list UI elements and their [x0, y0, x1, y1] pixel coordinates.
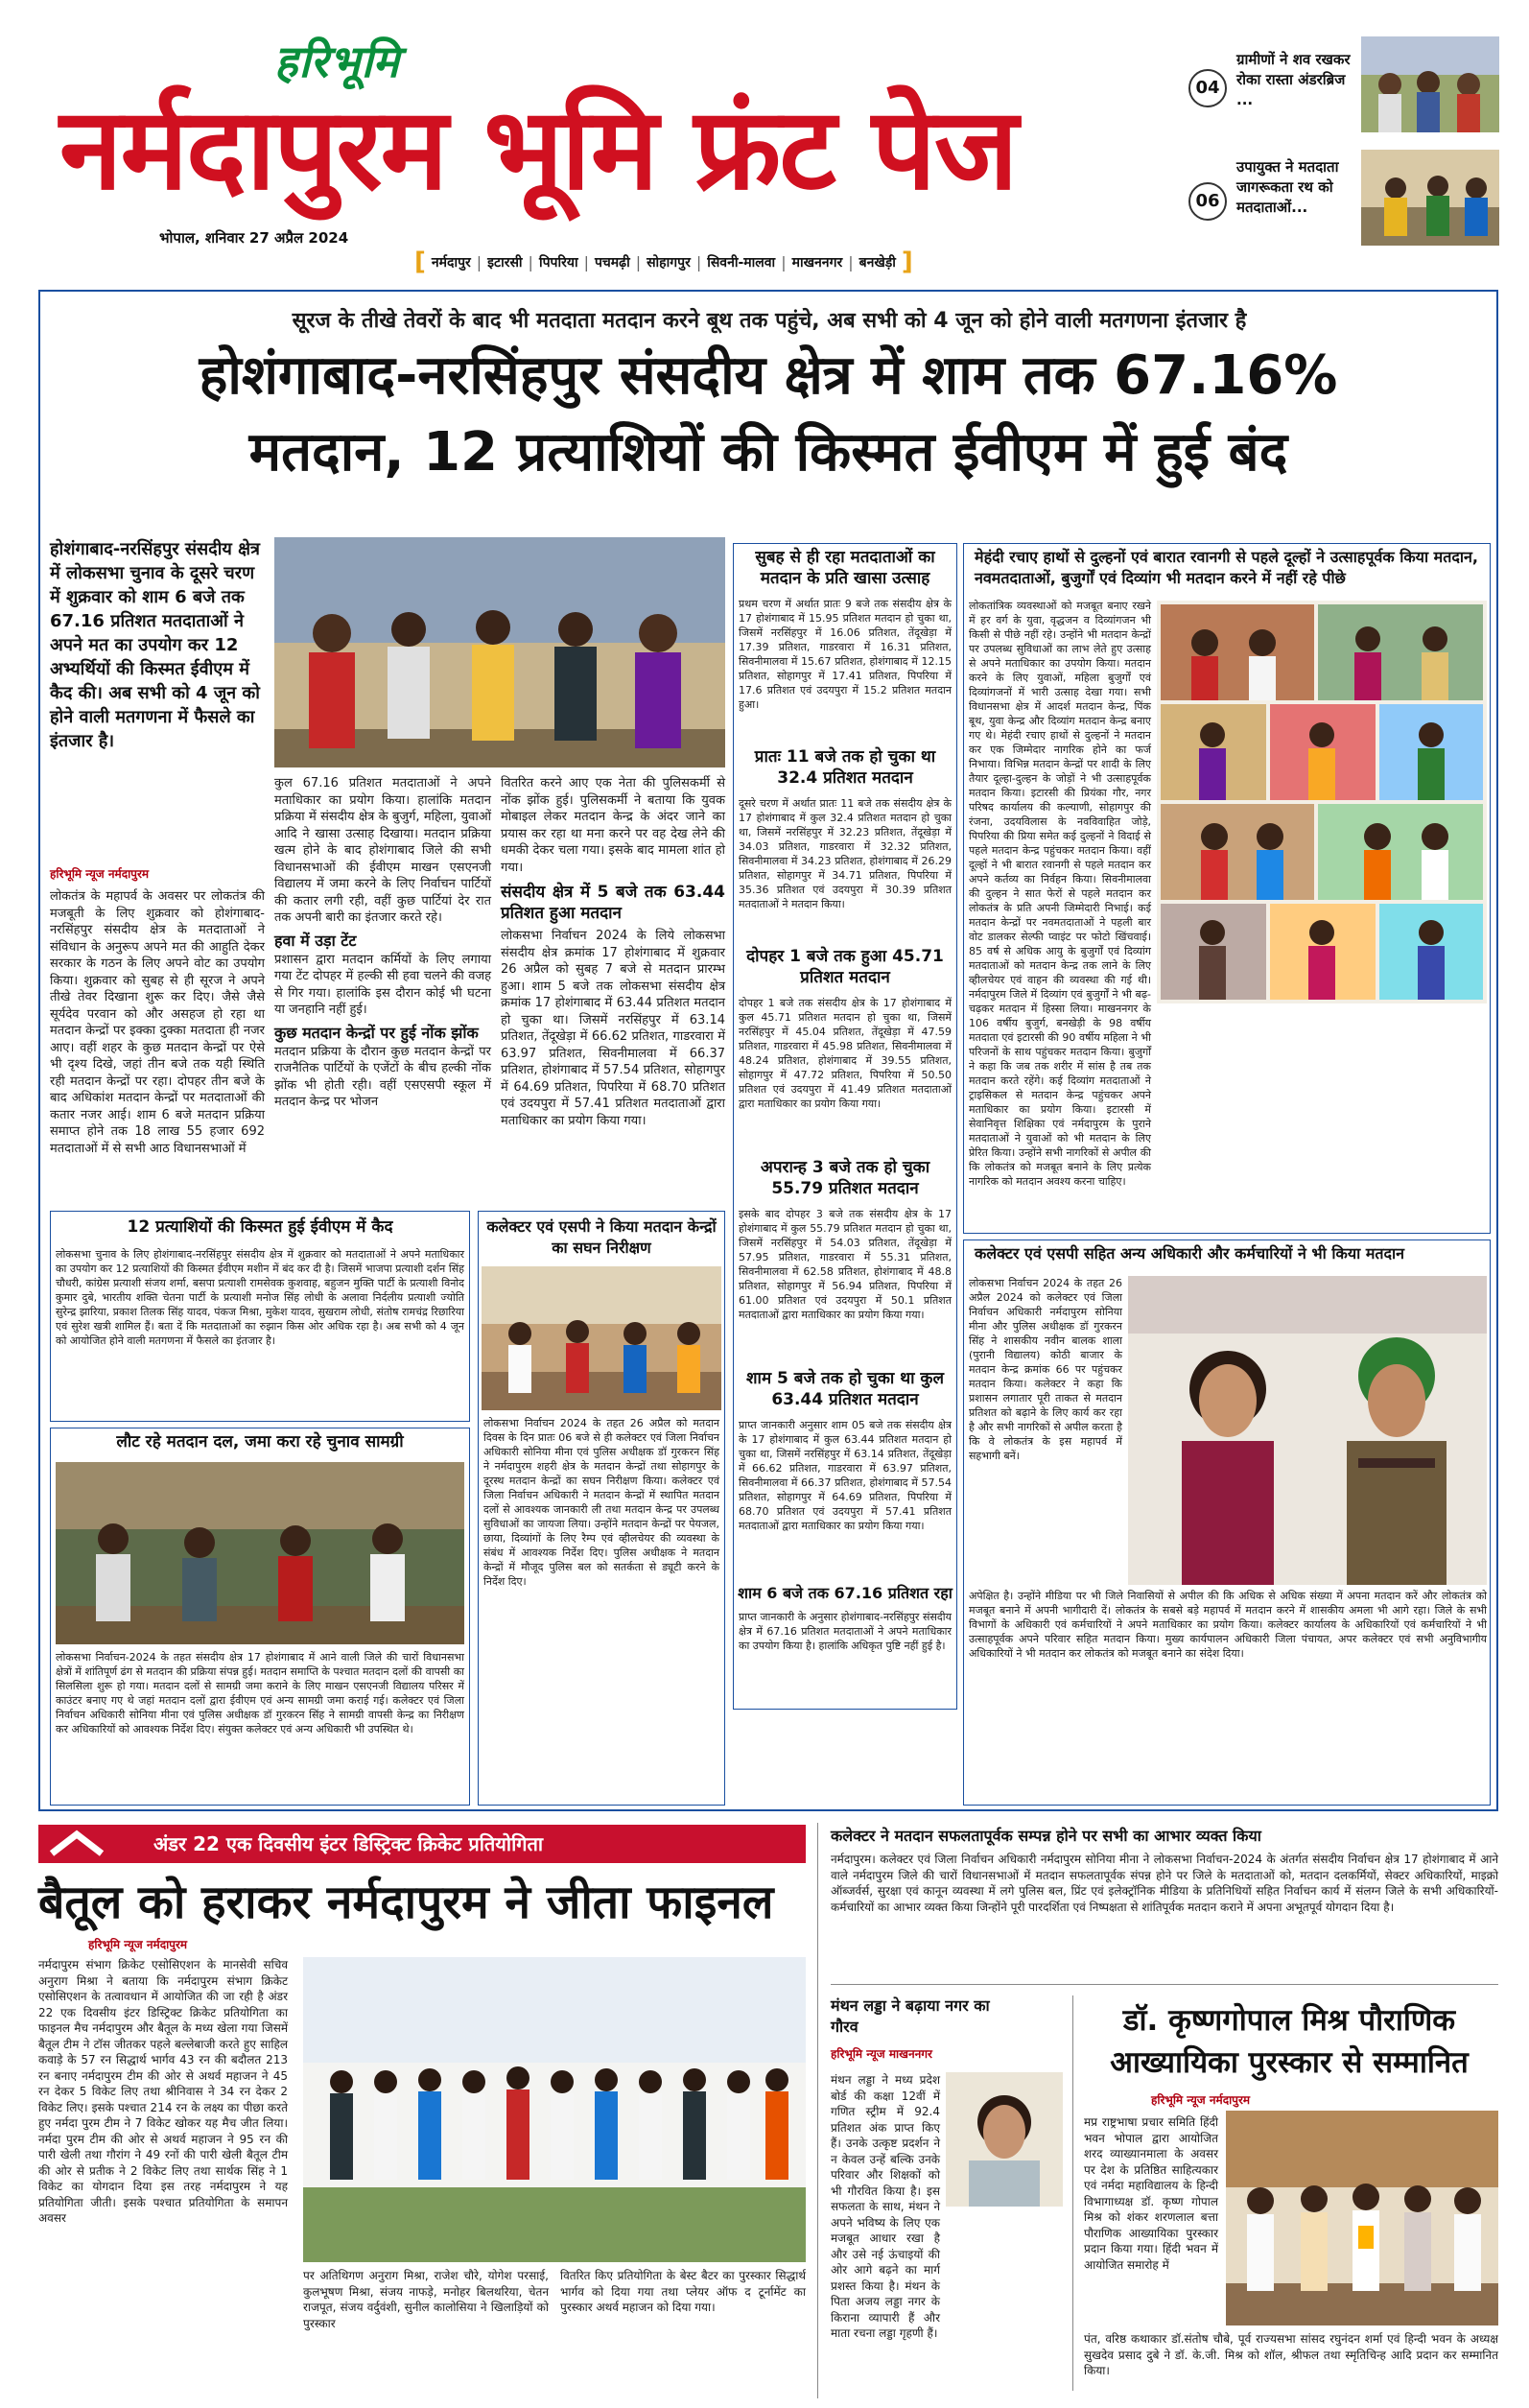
return-head: लौट रहे मतदान दल, जमा करा रहे चुनाव सामग्री	[52, 1431, 468, 1458]
page-title: नर्मदापुरम भूमि फ्रंट पेज	[59, 83, 1017, 215]
return-photo	[56, 1462, 464, 1644]
headline-line-2: मतदान, 12 प्रत्याशियों की किस्मत ईवीएम में हुई बंद	[248, 421, 1288, 484]
masthead	[0, 0, 1529, 278]
award-head	[1078, 1999, 1500, 2084]
timeline-head: अपरान्ह 3 बजे तक हो चुका 55.79 प्रतिशत मतदान	[735, 1157, 955, 1203]
lead-col-2-text: कुल 67.16 प्रतिशत मतदाताओं ने अपने मताधिकार का प्रयोग किया। हालांकि मतदान प्रक्रिया में संसदीय क्षेत्र के बुजुर्ग, महिला, युवाओं आदि ने खासा उत्साह दिखाया। मतदान प्रक्रिया खत्म होने के बाद होशंगाबाद जिले की सभी विधानसभाओं की ईवीएम माखन एसएनजी विद्यालय में जमा करने के लिए निर्वाचन पार्टियों की कतार लगी रही, वहीं कुछ पार्टियां देर रात तक अपनी बारी का इंतजार करते रहे।	[274, 776, 491, 925]
award-head-line-2: आख्यायिका पुरस्कार से सम्मानित	[1110, 2045, 1469, 2080]
bride-head: मेहंदी रचाए हाथों से दुल्हनों एवं बारात रवानगी से पहले दूल्हों ने उत्साहपूर्वक किया मतदान, नवमतदाताओं, बुजुर्गों एवं दिव्यांग भी मतदान करने में नहीं रहे पीछे	[967, 547, 1487, 593]
cricket-col-3: वितरित किए प्रतियोगिता के बेस्ट बैटर का पुरस्कार सिद्धार्थ भार्गव को दिया गया तथा प्लेयर ऑफ द टूर्नामेंट का पुरस्कार अथर्व महाजन को दिया गया।	[560, 2269, 806, 2314]
lead-col-1: लोकतंत्र के महापर्व के अवसर पर लोकतंत्र की मजबूती के लिए शुक्रवार को होशंगाबाद-नरसिंहपुर संसदीय क्षेत्र के मतदाताओं ने संविधान के अनुरूप अपने मत की आहुति देकर सरकार के गठन के लिए अपने वोट का उपयोग किया। शुक्रवार को सुबह से ही सूरज ने अपने तीखे तेवर दिखाना शुरू कर दिए। जैसे जैसे सूर्यदेव परवान को और असहज हो रहा था मतदान केन्द्रों पर इक्का दुक्का मतदाता ही नजर आए। वहीं शहर के कुछ मतदान केन्द्रों पर ऐसे भी दृश्य दिखे, जहां तीन बजे तक यही स्थिति रही मतदान केन्द्रों पर रहा। दोपहर तीन बजे के बाद अधिकांश मतदान केन्द्रों पर मतदाताओं की कतार नजर आई। शाम 6 बजे मतदान प्रक्रिया समाप्त होने तक 18 लाख 55 हजार 692 मतदाताओं में से सभी आठ विधानसभाओं में	[50, 889, 265, 1156]
lead-kicker: सूरज के तीखे तेवरों के बाद भी मतदाता मतदान करने बूथ तक पहुंचे, अब सभी को 4 जून को होने वाली मतगणना इंतजार है	[292, 309, 1247, 333]
lallu-photo	[946, 2072, 1063, 2207]
collector-head: कलेक्टर एवं एसपी सहित अन्य अधिकारी और कर्मचारियों ने भी किया मतदान	[967, 1243, 1487, 1270]
ear-number: 06	[1188, 182, 1227, 221]
cricket-photo	[303, 1957, 806, 2262]
town-link[interactable]: सिवनी-मालवा	[707, 254, 776, 271]
ear-item[interactable]	[1183, 150, 1499, 255]
lallu-text: मंथन लड्डा ने मध्य प्रदेश बोर्ड की कक्षा 12वीं में गणित स्ट्रीम में 92.4 प्रतिशत अंक प्राप्त किए हैं। उनके उत्कृष्ट प्रदर्शन ने न केवल उन्हें बल्कि उनके परिवार और शिक्षकों को भी गौरवित किया है। इस सफलता के साथ, मंथन ने अपने भविष्य के लिए एक मजबूत आधार रखा है और उसे नई ऊंचाइयों की ओर आगे बढ़ने का मार्ग प्रशस्त किया है। मंथन के पिता अजय लड्डा नगर के किराना व्यापारी हैं और माता रचना लड्डा गृहणी हैं।	[831, 2073, 940, 2340]
collector-photo	[1128, 1276, 1487, 1585]
cricket-kicker: अंडर 22 एक दिवसीय इंटर डिस्ट्रिक्ट क्रिकेट प्रतियोगिता	[153, 1832, 544, 1855]
bride-photo	[1157, 601, 1487, 1003]
thanks-text: नर्मदापुरम। कलेक्टर एवं जिला निर्वाचन अधिकारी नर्मदापुरम सोनिया मीना ने लोकसभा निर्वाचन-2024 के अंतर्गत संसदीय निर्वाचन क्षेत्र 17 होशंगाबाद में आने वाले नर्मदापुरम जिले की चारों विधानसभाओं में मतदान सफलतापूर्वक संपन्न होने पर जिले के मतदाताओं को, मतदान दलकर्मियों, सेक्टर अधिकारियों, माइक्रो ऑब्जर्वर्स, सुरक्षा एवं कानून व्यवस्था में लगे पुलिस बल, प्रिंट एवं इलेक्ट्रॉनिक मीडिया के प्रतिनिधियों सहित निर्वाचन कार्य में संलग्न जिले के सभी अधिकारियों-कर्मचारियों का आभार व्यक्त किया जिन्होंने पूरी पारदर्शिता एवं निष्पक्षता से शांतिपूर्वक मतदान कराने में अपना अभूतपूर्व योगदान दिया है।	[831, 1853, 1498, 1914]
ear-panel	[1183, 27, 1499, 257]
lead-headline	[46, 338, 1491, 491]
timeline-head: दोपहर 1 बजे तक हुआ 45.71 प्रतिशत मतदान	[735, 946, 955, 992]
ear-photo	[1361, 150, 1499, 246]
town-link[interactable]: पचमढ़ी	[594, 254, 630, 271]
inspect-text: लोकसभा निर्वाचन 2024 के तहत 26 अप्रैल को मतदान दिवस के दिन प्रातः 06 बजे से ही कलेक्टर एवं जिला निर्वाचन अधिकारी सोनिया मीना एवं पुलिस अधीक्षक डॉ गुरकरन सिंह ने नर्मदापुरम शहरी क्षेत्र के मतदान केन्द्रों तथा सोहागपुर के दूरस्थ मतदान केन्द्रों का सघन निरीक्षण किया। कलेक्टर एवं जिला निर्वाचन अधिकारी ने मतदान केन्द्रों में स्थापित मतदान दलों से आवश्यक जानकारी ली तथा मतदान केन्द्र पर उपलब्ध सुविधाओं का जायजा लिया। उन्होंने मतदान केन्द्रों पर पेयजल, छाया, दिव्यांगों के लिए रैम्प एवं व्हीलचेयर की व्यवस्था के संबंध में आवश्यक निर्देश दिए। पुलिस अधीक्षक ने मतदान केन्द्रों में मौजूद पुलिस बल को सतर्कता से ड्यूटी करने के निर्देश दिए।	[483, 1417, 719, 1588]
5pm-text: लोकसभा निर्वाचन 2024 के लिये लोकसभा संसदीय क्षेत्र क्रमांक 17 होशंगाबाद में शुक्रवार 26 अप्रैल को सुबह 7 बजे से मतदान प्रारम्भ हुआ। शाम 5 बजे तक लोकसभा संसदीय क्षेत्र क्रमांक 17 होशंगाबाद में 63.44 प्रतिशत मतदान हो चुका था। जिसमें नरसिंहपुर में 63.14 प्रतिशत, तेंदूखेड़ा में 66.62 प्रतिशत, गाडरवारा में 63.97 प्रतिशत, सिवनीमालवा में 66.37 प्रतिशत, होशंगाबाद में 57.54 प्रतिशत, सोहागपुर में 64.69 प्रतिशत, पिपरिया में 68.70 प्रतिशत एवं उदयपुरा में 57.41 प्रतिशत मतदाताओं द्वारा मताधिकार का प्रयोग किया गया।	[501, 929, 725, 1128]
divider	[831, 1984, 1498, 1985]
timeline-body: प्राप्त जानकारी अनुसार शाम 05 बजे तक संसदीय क्षेत्र के 17 होशंगाबाद में कुल 63.44 प्रतिशत मतदान हो चुका था, जिसमें नरसिंहपुर में 63.14 प्रतिशत, तेंदूखेड़ा में 66.62 प्रतिशत, गाडरवारा में 63.97 प्रतिशत, सिवनीमालवा में 66.37 प्रतिशत, होशंगाबाद में 57.54 प्रतिशत, सोहागपुर में 64.69 प्रतिशत, पिपरिया में 68.70 प्रतिशत एवं उदयपुरा में 57.41 प्रतिशत मतदाताओं द्वारा मताधिकार का प्रयोग किया गया।	[739, 1419, 952, 1532]
town-link[interactable]: इटारसी	[487, 254, 523, 271]
tent-text: प्रशासन द्वारा मतदान कर्मियों के लिए लगाया गया टेंट दोपहर में हल्की सी हवा चलने की वजह से गिर गया। हालांकि इस दौरान कोई भी घटना या जनहानि नहीं हुई।	[274, 952, 491, 1017]
cricket-kicker-bar	[38, 1825, 806, 1863]
award-photo	[1226, 2111, 1498, 2325]
cricket-col-1: नर्मदापुरम संभाग क्रिकेट एसोसिएशन के मानसेवी सचिव अनुराग मिश्रा ने बताया कि नर्मदापुरम संभाग क्रिकेट एसोसिएशन के तत्वावधान में आयोजित की जा रही है अंडर 22 एक दिवसीय इंटर डिस्ट्रिक्ट क्रिकेट प्रतियोगिता का फाइनल मैच नर्मदापुरम और बैतूल के मध्य खेला गया जिसमें बैतूल टीम ने टॉस जीतकर पहले बल्लेबाजी करते हुए साहिल कवाड़े के 57 रन सिद्धार्थ भार्गव 43 रन की बदौलत 213 रन बनाए नर्मदापुरम टीम की ओर से अथर्व महाजन ने 45 रन देकर 5 विकेट लिए तथा श्रीनिवास ने 34 रन देकर 2 विकेट लिए। इसके पश्चात 214 रन के लक्ष्य का पीछा करते हुए नर्मदा पुरम टीम ने 7 विकेट खोकर यह मैच जीत लिया। नर्मदा पुरम टीम की ओर से अथर्व महाजन ने 95 रन की पारी खेली तथा गौरांग ने 49 रनों की पारी खेली बैतूल टीम की ओर से प्रतीक ने 2 विकेट लिए तथा सार्थक सिंह ने 1 विकेट का योगदान दिया इस तरह नर्मदापुरम ने यह प्रतियोगिता जीती। इसके पश्चात प्रतियोगिता के समापन अवसर	[38, 1958, 288, 2225]
town-link[interactable]: सोहागपुर	[647, 254, 691, 271]
town-link[interactable]: नर्मदापुर	[431, 254, 471, 271]
inspect-head: कलेक्टर एवं एसपी ने किया मतदान केन्द्रों का सघन निरीक्षण	[480, 1216, 723, 1263]
divider	[817, 1823, 818, 2398]
timeline-body: इसके बाद दोपहर 3 बजे तक संसदीय क्षेत्र के 17 होशंगाबाद में कुल 55.79 प्रतिशत मतदान हो चुका था, जिसमें नरसिंहपुर में 54.03 प्रतिशत, तेंदूखेड़ा में 57.95 प्रतिशत, गाडरवारा में 55.31 प्रतिशत, सिवनीमालवा में 62.58 प्रतिशत, होशंगाबाद में 48.8 प्रतिशत, सोहागपुर में 56.94 प्रतिशत, पिपरिया में 61.00 प्रतिशत एवं उदयपुरा में 50.1 प्रतिशत मतदाताओं द्वारा मताधिकार का प्रयोग किया गया।	[739, 1208, 952, 1321]
town-link[interactable]: पिपरिया	[538, 254, 578, 271]
lallu-head: मंथन लड्डा ने बढ़ाया नगर का गौरव	[831, 1996, 990, 2036]
divider	[1072, 1995, 1073, 2391]
return-text: लोकसभा निर्वाचन-2024 के तहत संसदीय क्षेत्र 17 होशंगाबाद में आने वाली जिले की चारों विधानसभा क्षेत्रों में शांतिपूर्ण ढंग से मतदान की प्रक्रिया संपन्न हुई। मतदान समाप्ति के पश्चात मतदान दलों की वापसी का सिलसिला शुरू हो गया। मतदान दलों से सामग्री जमा कराने के लिए माखन एसएनजी विद्यालय परिसर में काउंटर बनाए गए थे जहां मतदान दलों द्वारा ईवीएम एवं अन्य सामग्री जमा कराई गई। कलेक्टर एवं जिला निर्वाचन अधिकारी सोनिया मीना एवं पुलिस अधीक्षक डॉ गुरकरन सिंह ने सामग्री वापसी केन्द्र का निरीक्षण कर अधिकारियों को आवश्यक निर्देश दिए। संयुक्त कलेक्टर एवं अन्य अधिकारी भी उपस्थित थे।	[56, 1651, 464, 1735]
bride-text-top: लोकतांत्रिक व्यवस्थाओं को मजबूत बनाए रखने में हर वर्ग के युवा, वृद्धजन व दिव्यांगजन भी किसी से पीछे नहीं रहे। उन्होंने भी मतदान केन्द्रों पर उपलब्ध सुविधाओं का लाभ लेते हुए उत्साह से अपने मताधिकार का उपयोग किया। मतदान करने के लिए युवाओं, महिला बुजुर्गों एवं दिव्यांगजनों में भारी उत्साह देखा गया। सभी विधानसभा क्षेत्र में आदर्श मतदान केन्द्र, पिंक बूथ, युवा केन्द्र और दिव्यांग मतदान केन्द्र बनाए गए थे। मेहंदी रचाए हाथों से दुल्हनों ने मतदान कर एक जिम्मेदार नागरिक होने का फर्ज निभाया। विभिन्न मतदान केन्द्रों पर शादी के लिए तैयार दूल्हा-दुल्हन के जोड़ों ने भी उत्साहपूर्वक मतदान किया। इटारसी की प्रियंका गौर, नगर परिषद कार्यालय की कल्याणी, सोहागपुर की रंजना, उदयविलास के नवविवाहित जोड़े, पिपरिया की प्रिया समेत कई दुल्हनों ने विदाई से पहले मतदान केन्द्र पहुंचकर मतदान किया। वहीं दूल्हों ने भी बारात रवानगी से पहले मतदान कर अपने कर्तव्य का निर्वहन किया। सिवनीमालवा की दुल्हन ने सात फेरों से पहले मतदान कर लोकतंत्र के प्रति अपनी जिम्मेदारी निभाई। कई मतदान केन्द्रों पर नवमतदाताओं ने पहली बार वोट डालकर सेल्फी प्वाइंट पर फोटो खिंचवाई। 85 वर्ष से अधिक आयु के बुजुर्गों एवं दिव्यांग मतदाताओं को मतदान केन्द्र तक लाने के लिए व्हीलचेयर एवं वाहन की व्यवस्था की गई थी। नर्मदापुरम जिले में दिव्यांग एवं बुजुर्गों ने भी बढ़-चढ़कर मतदान में हिस्सा लिया। माखननगर के 106 वर्षीय बुजुर्ग, बनखेड़ी के 98 वर्षीय मतदाता एवं इटारसी की 90 वर्षीय महिला ने भी परिजनों के साथ पहुंचकर मतदान किया। बुजुर्गों ने कहा कि जब तक शरीर में सांस है तब तक मतदान करते रहेंगे। कई दिव्यांग मतदाताओं ने ट्राइसिकल से मतदान केन्द्र पहुंचकर अपने मताधिकार का प्रयोग किया। इटारसी में सेवानिवृत्त शिक्षिका एवं नर्मदापुरम के पुराने मतदाताओं ने युवाओं को भी मतदान के लिए प्रेरित किया। उन्होंने सभी नागरिकों से अपील की कि लोकतंत्र को मजबूत बनाने के लिए प्रत्येक नागरिक को मतदान अवश्य करना चाहिए।	[969, 600, 1151, 1188]
lead-col-3-text: वितरित करने आए एक नेता की पुलिसकर्मी से नोंक झोंक हुई। पुलिसकर्मी ने बताया कि युवक मोबाइल लेकर मतदान केन्द्र के अंदर जाने का प्रयास कर रहा था मना करने पर वह देख लेने की धमकी देकर चला गया। इसके बाद मामला शांत हो गया।	[501, 776, 725, 875]
argument-text: मतदान प्रक्रिया के दौरान कुछ मतदान केन्द्रों पर राजनैतिक पार्टियों के एजेंटों के बीच हल्की नोंक झोंक भी होती रही। वहीं एसएसपी स्कूल में मतदान केन्द्र पर भोजन	[274, 1044, 491, 1109]
cricket-byline: हरिभूमि न्यूज नर्मदापुरम	[88, 1938, 188, 1951]
ear-text: उपायुक्त ने मतदाता जागरूकता रथ को मतदाताओं...	[1236, 158, 1339, 216]
ear-number: 04	[1188, 69, 1227, 107]
ear-text: ग्रामीणों ने शव रखकर रोका रास्ता अंडरब्रिज ...	[1236, 51, 1351, 108]
timeline-body: प्रथम चरण में अर्थात प्रातः 9 बजे तक संसदीय क्षेत्र के 17 होशंगाबाद में 15.95 प्रतिशत मतदान हो चुका था, जिसमें नरसिंहपुर में 16.06 प्रतिशत, तेंदूखेड़ा में 17.39 प्रतिशत, गाडरवारा में 16.31 प्रतिशत, सिवनीमालवा में 15.67 प्रतिशत, होशंगाबाद में 12.15 प्रतिशत, सोहागपुर में 17.41 प्रतिशत, पिपरिया में 17.6 प्रतिशत एवं उदयपुरा में 15.2 प्रतिशत मतदान हुआ।	[739, 598, 952, 711]
lead-photo	[274, 537, 725, 767]
evm-head: 12 प्रत्याशियों की किस्मत हुई ईवीएम में कैद	[52, 1216, 468, 1243]
subhead-tent: हवा में उड़ा टेंट	[274, 931, 357, 950]
timeline-body: दोपहर 1 बजे तक संसदीय क्षेत्र के 17 होशंगाबाद में कुल 45.71 प्रतिशत मतदान हो चुका था, जिसमें नरसिंहपुर में 45.04 प्रतिशत, तेंदूखेड़ा में 47.59 प्रतिशत, गाडरवारा में 45.98 प्रतिशत, सिवनीमालवा में 48.24 प्रतिशत, होशंगाबाद में 39.55 प्रतिशत, सोहागपुर में 47.72 प्रतिशत, पिपरिया में 50.50 प्रतिशत एवं उदयपुरा में 41.49 प्रतिशत मतदाताओं द्वारा मताधिकार का प्रयोग किया गया।	[739, 997, 952, 1110]
award-head-line-1: डॉ. कृष्णगोपाल मिश्र पौराणिक	[1122, 2003, 1456, 2038]
timeline-body: दूसरे चरण में अर्थात प्रातः 11 बजे तक संसदीय क्षेत्र के 17 होशंगाबाद में कुल 32.4 प्रतिशत मतदान हो चुका था, जिसमें नरसिंहपुर में 32.23 प्रतिशत, तेंदूखेड़ा में 34.03 प्रतिशत, गाडरवारा में 32.32 प्रतिशत, सिवनीमालवा में 34.23 प्रतिशत, होशंगाबाद में 26.29 प्रतिशत, सोहागपुर में 34.71 प्रतिशत, पिपरिया में 35.36 प्रतिशत एवं उदयपुरा में 30.39 प्रतिशत मतदाताओं ने मतदान किया।	[739, 797, 952, 910]
timeline-head: सुबह से ही रहा मतदाताओं का मतदान के प्रति खासा उत्साह	[735, 547, 955, 593]
evm-text: लोकसभा चुनाव के लिए होशंगाबाद-नरसिंहपुर संसदीय क्षेत्र में शुक्रवार को मतदाताओं ने अपने मताधिकार का उपयोग कर 12 प्रत्याशियों की किस्मत ईवीएम मशीन में बंद कर दी है। जिसमें भाजपा प्रत्याशी दर्शन सिंह चौधरी, कांग्रेस प्रत्याशी संजय शर्मा, बसपा प्रत्याशी रामसेवक कुशवाह, बहुजन मुक्ति पार्टी के प्रत्याशी विनोद कुमार दुबे, भारतीय शक्ति चेतना पार्टी के प्रत्याशी मनोज सिंह लोधी के अलावा निर्दलीय प्रत्याशी ज्योति सुरेन्द्र झारिया, प्रकाश तिलक सिंह यादव, पंकज मिश्रा, मुकेश यादव, सुखराम लोधी, संतोष रामचंद्र रिछारिया एवं सुरेश खत्री शामिल हैं। बता दें कि मतदाताओं का रुझान किस ओर अधिक रहा है। अब सभी को 4 जून को आयोजित होने वाली मतगणना में फैसले का इंतजार है।	[56, 1248, 464, 1347]
subhead-5pm: संसदीय क्षेत्र में 5 बजे तक 63.44 प्रतिशत हुआ मतदान	[501, 883, 725, 923]
town-link[interactable]: बनखेड़ी	[859, 254, 896, 271]
thanks-head: कलेक्टर ने मतदान सफलतापूर्वक सम्पन्न होने पर सभी का आभार व्यक्त किया	[831, 1827, 1261, 1845]
lead-col-3	[501, 775, 725, 1199]
ear-photo	[1361, 36, 1499, 132]
timeline-head: शाम 5 बजे तक हो चुका था कुल 63.44 प्रतिशत मतदान	[735, 1368, 955, 1414]
brand-logo: हरिभूमि	[274, 35, 400, 87]
lallu-byline: हरिभूमि न्यूज माखननगर	[831, 2047, 932, 2061]
towns-bar: [ नर्मदापुर | इटारसी | पिपरिया | पचमढ़ी | सोहागपुर | सिवनी-मालवा | माखननगर | बनखेड़ी ]	[414, 248, 913, 276]
award-foot: पंत, वरिष्ठ कथाकार डॉ.संतोष चौबे, पूर्व राज्यसभा सांसद रघुनंदन शर्मा एवं हिन्दी भवन के अध्यक्ष सुखदेव प्रसाद दुबे ने डॉ. के.जी. मिश्र को शॉल, श्रीफल तथा स्मृतिचिन्ह आदि प्रदान कर सम्मानित किया।	[1084, 2332, 1498, 2377]
award-text: मप्र राष्ट्रभाषा प्रचार समिति हिंदी भवन भोपाल द्वारा आयोजित शरद व्याख्यानमाला के अवसर पर देश के प्रतिष्ठित साहित्यकार एवं नर्मदा महाविद्यालय के हिन्दी विभागाध्यक्ष डॉ. कृष्ण गोपाल मिश्र को शंकर शरणलाल बत्ता पौराणिक आख्यायिका पुरस्कार प्रदान किया गया। हिंदी भवन में आयोजित समारोह में	[1084, 2115, 1218, 2272]
lead-col-2	[274, 775, 491, 1199]
collector-foot: अपेक्षित है। उन्होंने मीडिया पर भी जिले निवासियों से अपील की कि अधिक से अधिक संख्या में अपना मतदान करें और लोकतंत्र को मजबूत बनाने में अपनी भागीदारी दें। लोकतंत्र के सबसे बड़े महापर्व में मतदान करने में शासकीय अमला भी आगे रहा। जिले के सभी विभागों के अधिकारी एवं कर्मचारियों ने अपने मताधिकार का प्रयोग किया। कलेक्टर कार्यालय के अधिकारियों एवं कर्मचारियों ने भी उत्साहपूर्वक अपने परिवार सहित मतदान किया। मुख्य कार्यपालन अधिकारी जिला पंचायत, अपर कलेक्टर एवं सभी अनुविभागीय अधिकारियों ने भी मतदान कर लोकतंत्र को मजबूत बनाने का संदेश दिया।	[969, 1590, 1487, 1660]
cricket-head: बैतूल को हराकर नर्मदापुरम ने जीता फाइनल	[38, 1876, 774, 1929]
timeline-head: प्रातः 11 बजे तक हो चुका था 32.4 प्रतिशत मतदान	[735, 746, 955, 792]
subhead-argument: कुछ मतदान केन्द्रों पर हुई नोंक झोंक	[274, 1023, 479, 1042]
lead-byline: हरिभूमि न्यूज नर्मदापुरम	[50, 867, 150, 881]
timeline-body: प्राप्त जानकारी के अनुसार होशंगाबाद-नरसिंहपुर संसदीय क्षेत्र में 67.16 प्रतिशत मतदाताओं ने अपने मताधिकार का उपयोग किया है। हालांकि अधिकृत पुष्टि नहीं हुई है।	[739, 1611, 952, 1652]
ear-item[interactable]	[1183, 36, 1499, 142]
dateline: भोपाल, शनिवार 27 अप्रैल 2024	[159, 229, 349, 247]
inspect-photo	[482, 1266, 721, 1410]
award-byline: हरिभूमि न्यूज नर्मदापुरम	[1151, 2093, 1251, 2107]
timeline-head: शाम 6 बजे तक 67.16 प्रतिशत रहा	[735, 1583, 955, 1608]
lead-intro: होशंगाबाद-नरसिंहपुर संसदीय क्षेत्र में लोकसभा चुनाव के दूसरे चरण में शुक्रवार को शाम 6 बजे तक 67.16 प्रतिशत मतदाताओं ने अपने मत का उपयोग कर 12 अभ्यर्थियों की किस्मत ईवीएम में कैद की। अब सभी को 4 जून को होने वाली मतगणना में फैसले का इंतजार है।	[50, 539, 260, 751]
headline-line-1: होशंगाबाद-नरसिंहपुर संसदीय क्षेत्र में शाम तक 67.16%	[199, 344, 1338, 407]
town-link[interactable]: माखननगर	[791, 254, 843, 271]
cricket-col-2: पर अतिथिगण अनुराग मिश्रा, राजेश चौरे, योगेश परसाई, कुलभूषण मिश्रा, संजय नाफड़े, मनोहर बिलथरिया, चेतन राजपूत, संजय वर्दुवंशी, सुनील कालोसिया ने खिलाड़ियों को पुरस्कार	[303, 2269, 549, 2330]
collector-text: लोकसभा निर्वाचन 2024 के तहत 26 अप्रैल 2024 को कलेक्टर एवं जिला निर्वाचन अधिकारी नर्मदापुरम सोनिया मीना और पुलिस अधीक्षक डॉ गुरकरन सिंह ने शासकीय नवीन बालक शाला (पुरानी विद्यालय) कोठी बाजार के मतदान केन्द्र क्रमांक 66 पर पहुंचकर मतदान किया। कलेक्टर ने कहा कि प्रशासन लगातार पूरी ताकत से मतदान प्रतिशत को बढ़ाने के लिए कार्य कर रहा है और सभी नागरिकों से अपील करता है कि वे लोकतंत्र के इस महापर्व में सहभागी बनें।	[969, 1277, 1122, 1462]
